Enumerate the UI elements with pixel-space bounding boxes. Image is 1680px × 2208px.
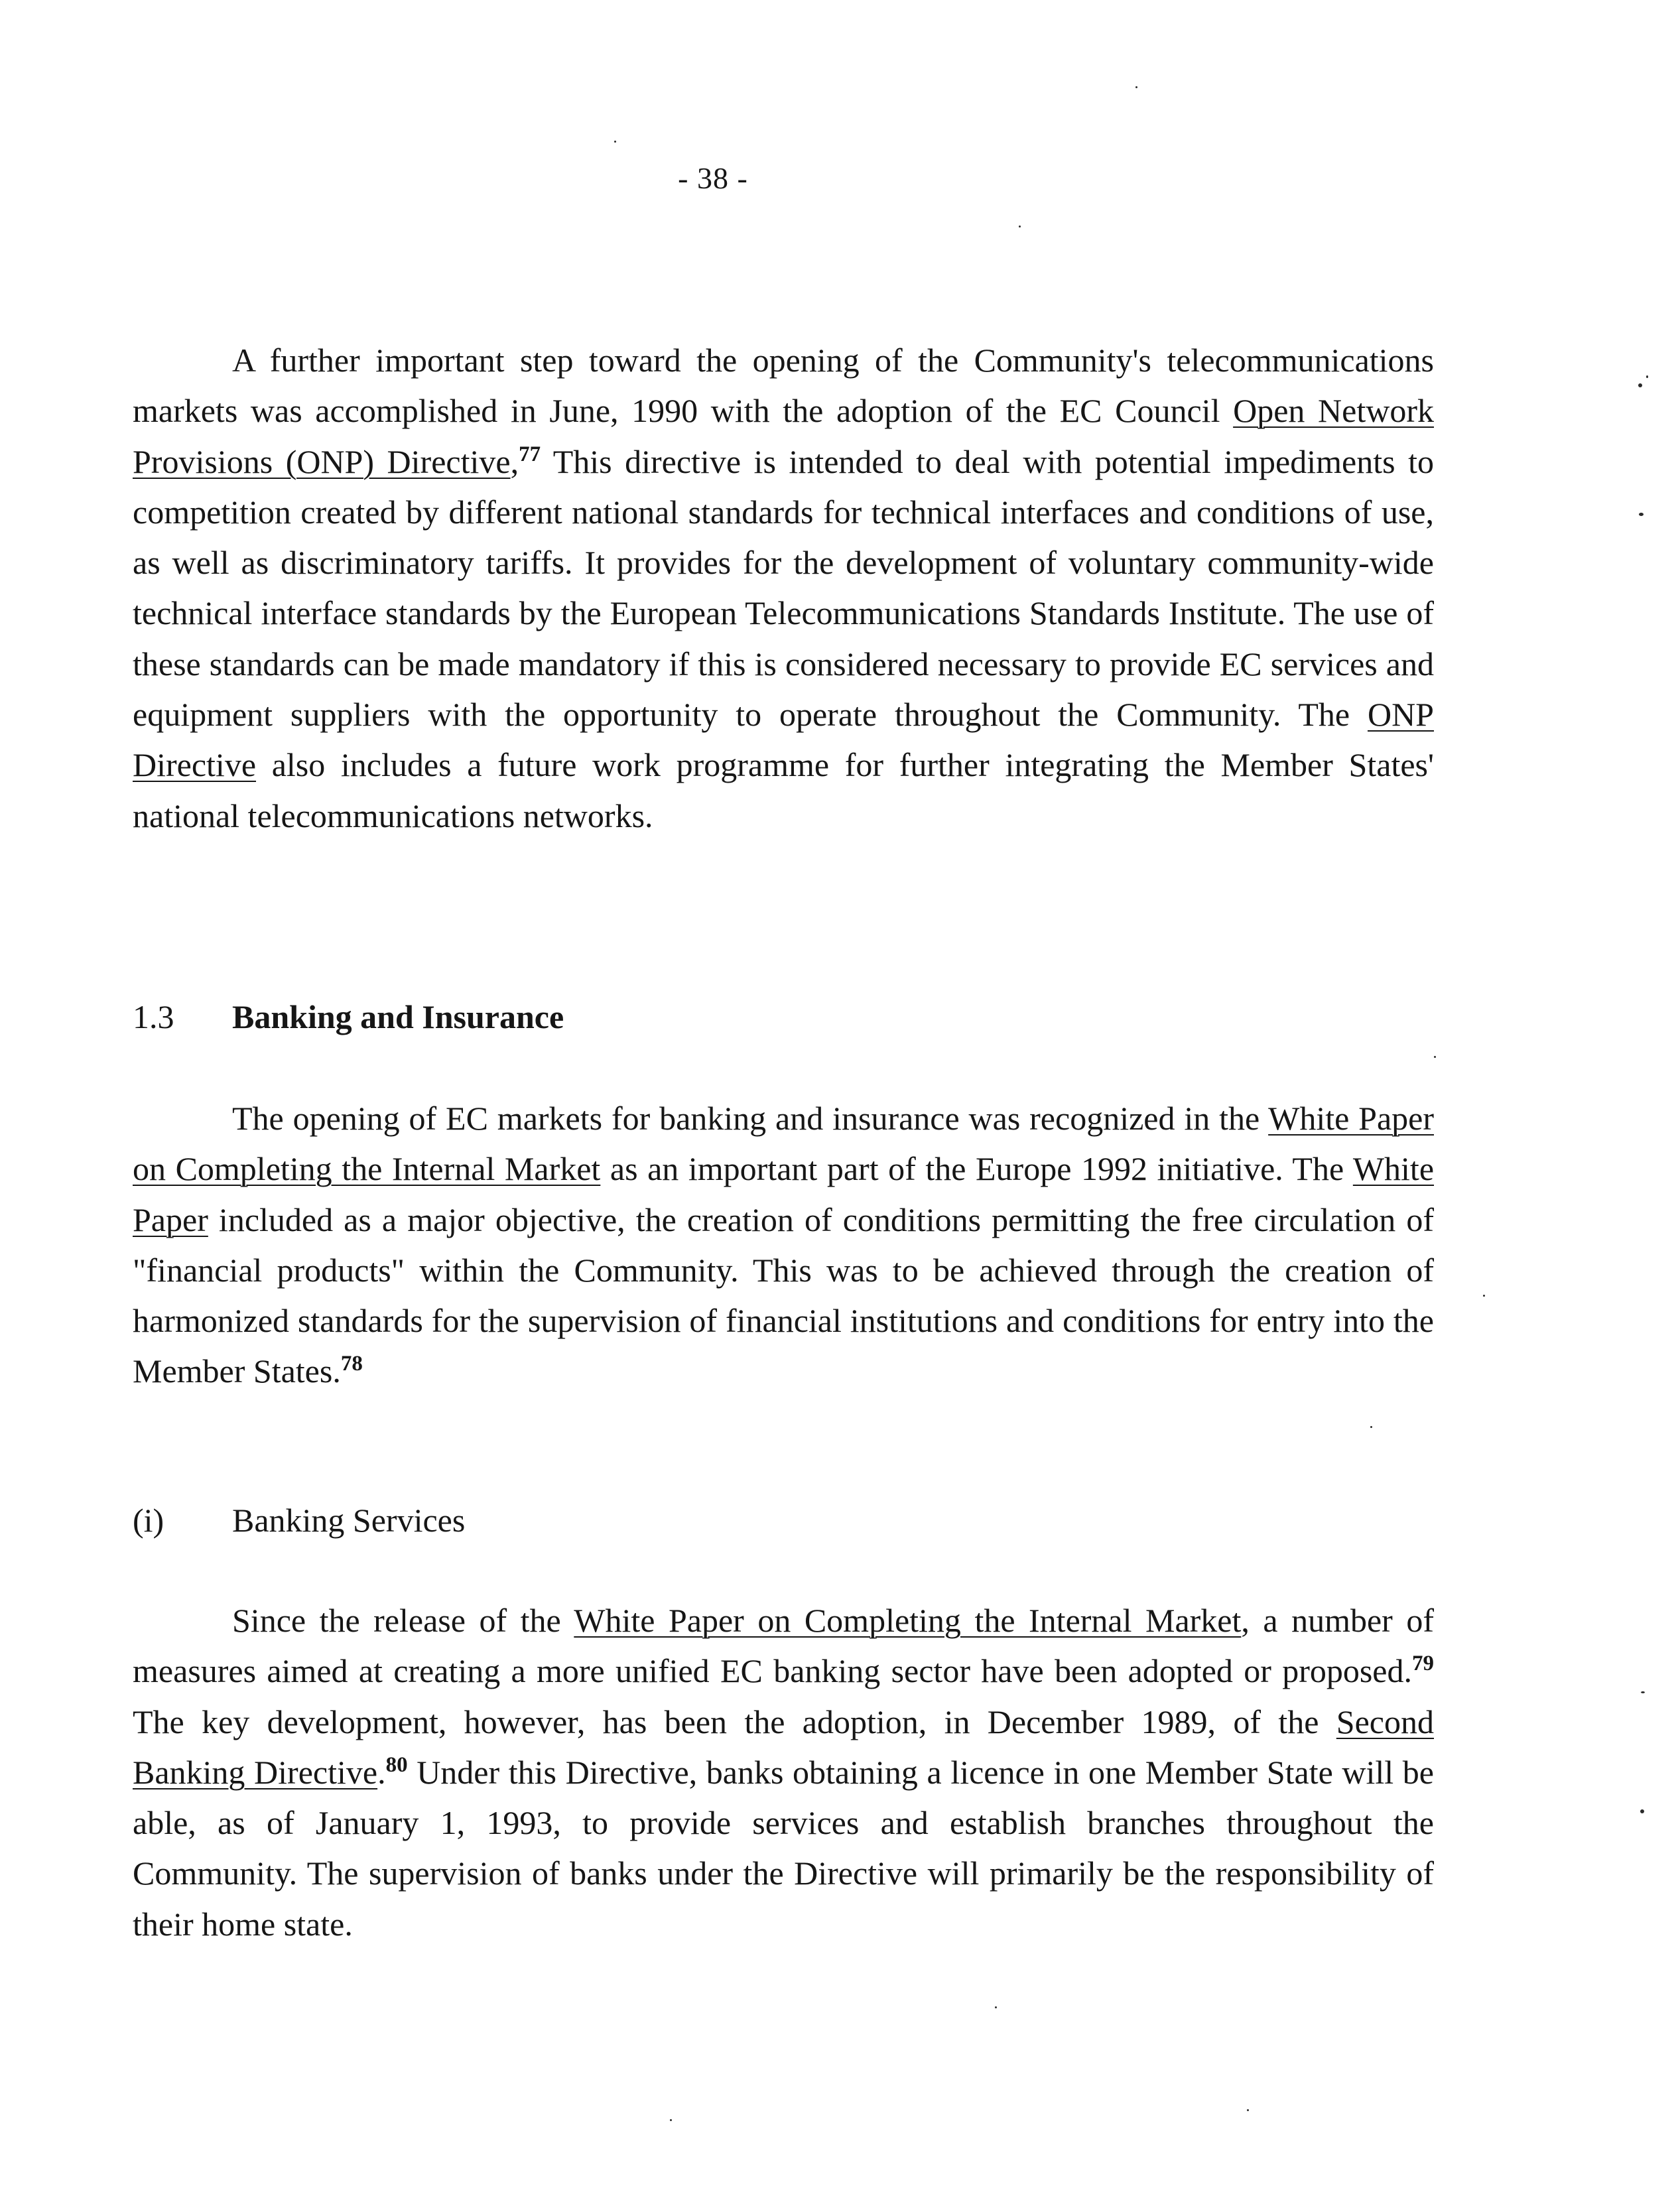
scan-speck [1135,86,1137,88]
footnote-ref-79: 79 [1412,1652,1434,1676]
scan-speck [1434,1056,1436,1058]
paragraph-onp-directive [133,335,1434,841]
paragraph-banking-directive [133,1595,1434,1949]
footnote-ref-80: 80 [385,1752,408,1777]
scan-speck [1640,1809,1644,1813]
paragraph-text: included as a major objective, the creation of conditions permitting the free circulation of "financial products" within the Community. This was to be achieved through the creation of harmonized standards for the supervision of financial institutions and conditions for entry into the Member States. [133,1201,1434,1390]
scan-speck [995,2006,997,2008]
scan-speck [1639,513,1644,516]
paragraph-text: The opening of EC markets for banking and insurance was recognized in the [232,1100,1269,1137]
page-number: - 38 - [678,161,748,195]
paragraph-text: This directive is intended to deal with potential impediments to competition created by different national standards for technical interfaces and conditions of use, as well as discriminatory tariffs. It provides for the development of voluntary community-wide technical interface standards by the European Telecommunications Standards Institute. The use of these standards can be made mandatory if this is considered necessary to provide EC services and equipment suppliers with the opportunity to operate throughout the Community. The [133,442,1434,734]
scan-speck [1019,226,1021,227]
scan-speck [670,2119,672,2121]
section-title: Banking and Insurance [232,998,564,1035]
scan-speck [1483,1295,1485,1297]
title-white-paper-internal-market: White Paper on Completing the Internal Market [574,1602,1242,1639]
scan-speck [1247,2109,1249,2111]
paragraph-white-paper [133,1093,1434,1397]
paragraph-text: , [510,442,519,480]
title-open-network-provisions-directive: Open Network Provisions (ONP) Directive [133,392,1434,480]
footnote-ref-78: 78 [340,1352,363,1376]
title-white-paper: White Paper [133,1150,1435,1238]
scan-speck [1646,375,1648,378]
paragraph-text: Since the release of the [232,1602,574,1639]
scan-speck [1641,1691,1645,1693]
paragraph-text: also includes a future work programme for further integrating the Member States' national telecommunications networks. [133,746,1434,834]
title-second-banking-directive: Second Banking Directive [133,1703,1434,1791]
section-heading-banking-insurance [133,997,564,1037]
title-onp-directive: ONP Directive [133,696,1434,784]
scan-speck [1638,383,1642,387]
section-number: 1.3 [133,998,174,1035]
paragraph-text: The key development, however, has been the adoption, in December 1989, of the [133,1703,1336,1740]
scan-speck [614,141,616,143]
subsection-title: Banking Services [232,1502,466,1539]
paragraph-text: . [377,1753,386,1791]
subsection-heading-banking-services [133,1500,465,1540]
scan-speck [1370,1426,1372,1428]
paragraph-text: , a number of measures aimed at creating a more unified EC banking sector have been adopted or proposed. [133,1602,1434,1690]
paragraph-text: Under this Directive, banks obtaining a licence in one Member State will be able, as of January 1, 1993, to provide services and establish branches throughout the Community. The supervision of banks under the Directive will primarily be the responsibility of their home state. [133,1753,1435,1943]
paragraph-text: A further important step toward the opening of the Community's telecommunications markets was accomplished in June, 1990 with the adoption of the EC Council [133,342,1434,430]
title-white-paper-internal-market: White Paper on Completing the Internal Market [133,1100,1434,1188]
paragraph-text: as an important part of the Europe 1992 initiative. The [600,1150,1353,1188]
subsection-number: (i) [133,1502,164,1539]
footnote-ref-77: 77 [519,442,541,466]
